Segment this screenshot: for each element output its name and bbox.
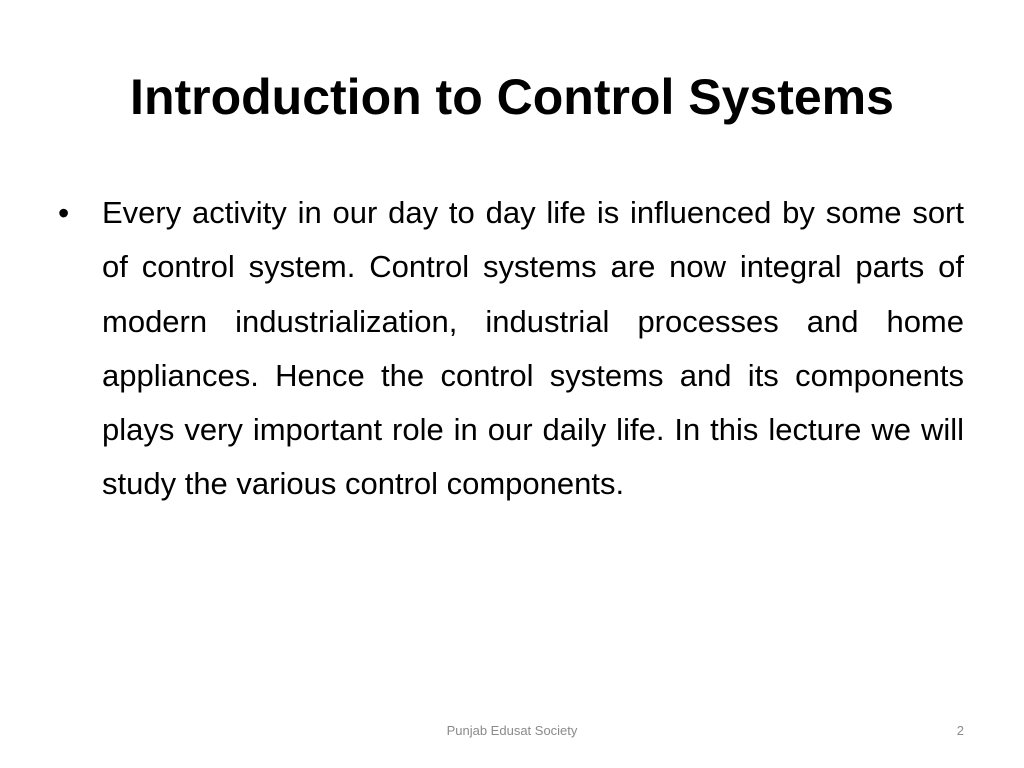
bullet-item: [58, 186, 964, 512]
footer-organization: Punjab Edusat Society: [446, 723, 578, 738]
slide-title: Introduction to Control Systems: [130, 69, 894, 125]
bullet-text: Every activity in our day to day life is influenced by some sort of control system. Control systems are now integral parts of modern industrialization, industrial processes and home appliances. Hence the control systems and its components plays very important role in our daily life. In this lecture we will study the various control components.: [102, 195, 964, 502]
bullet-marker-icon: •: [58, 195, 70, 231]
footer-page-number: 2: [956, 723, 964, 738]
slide-content: [58, 186, 964, 512]
